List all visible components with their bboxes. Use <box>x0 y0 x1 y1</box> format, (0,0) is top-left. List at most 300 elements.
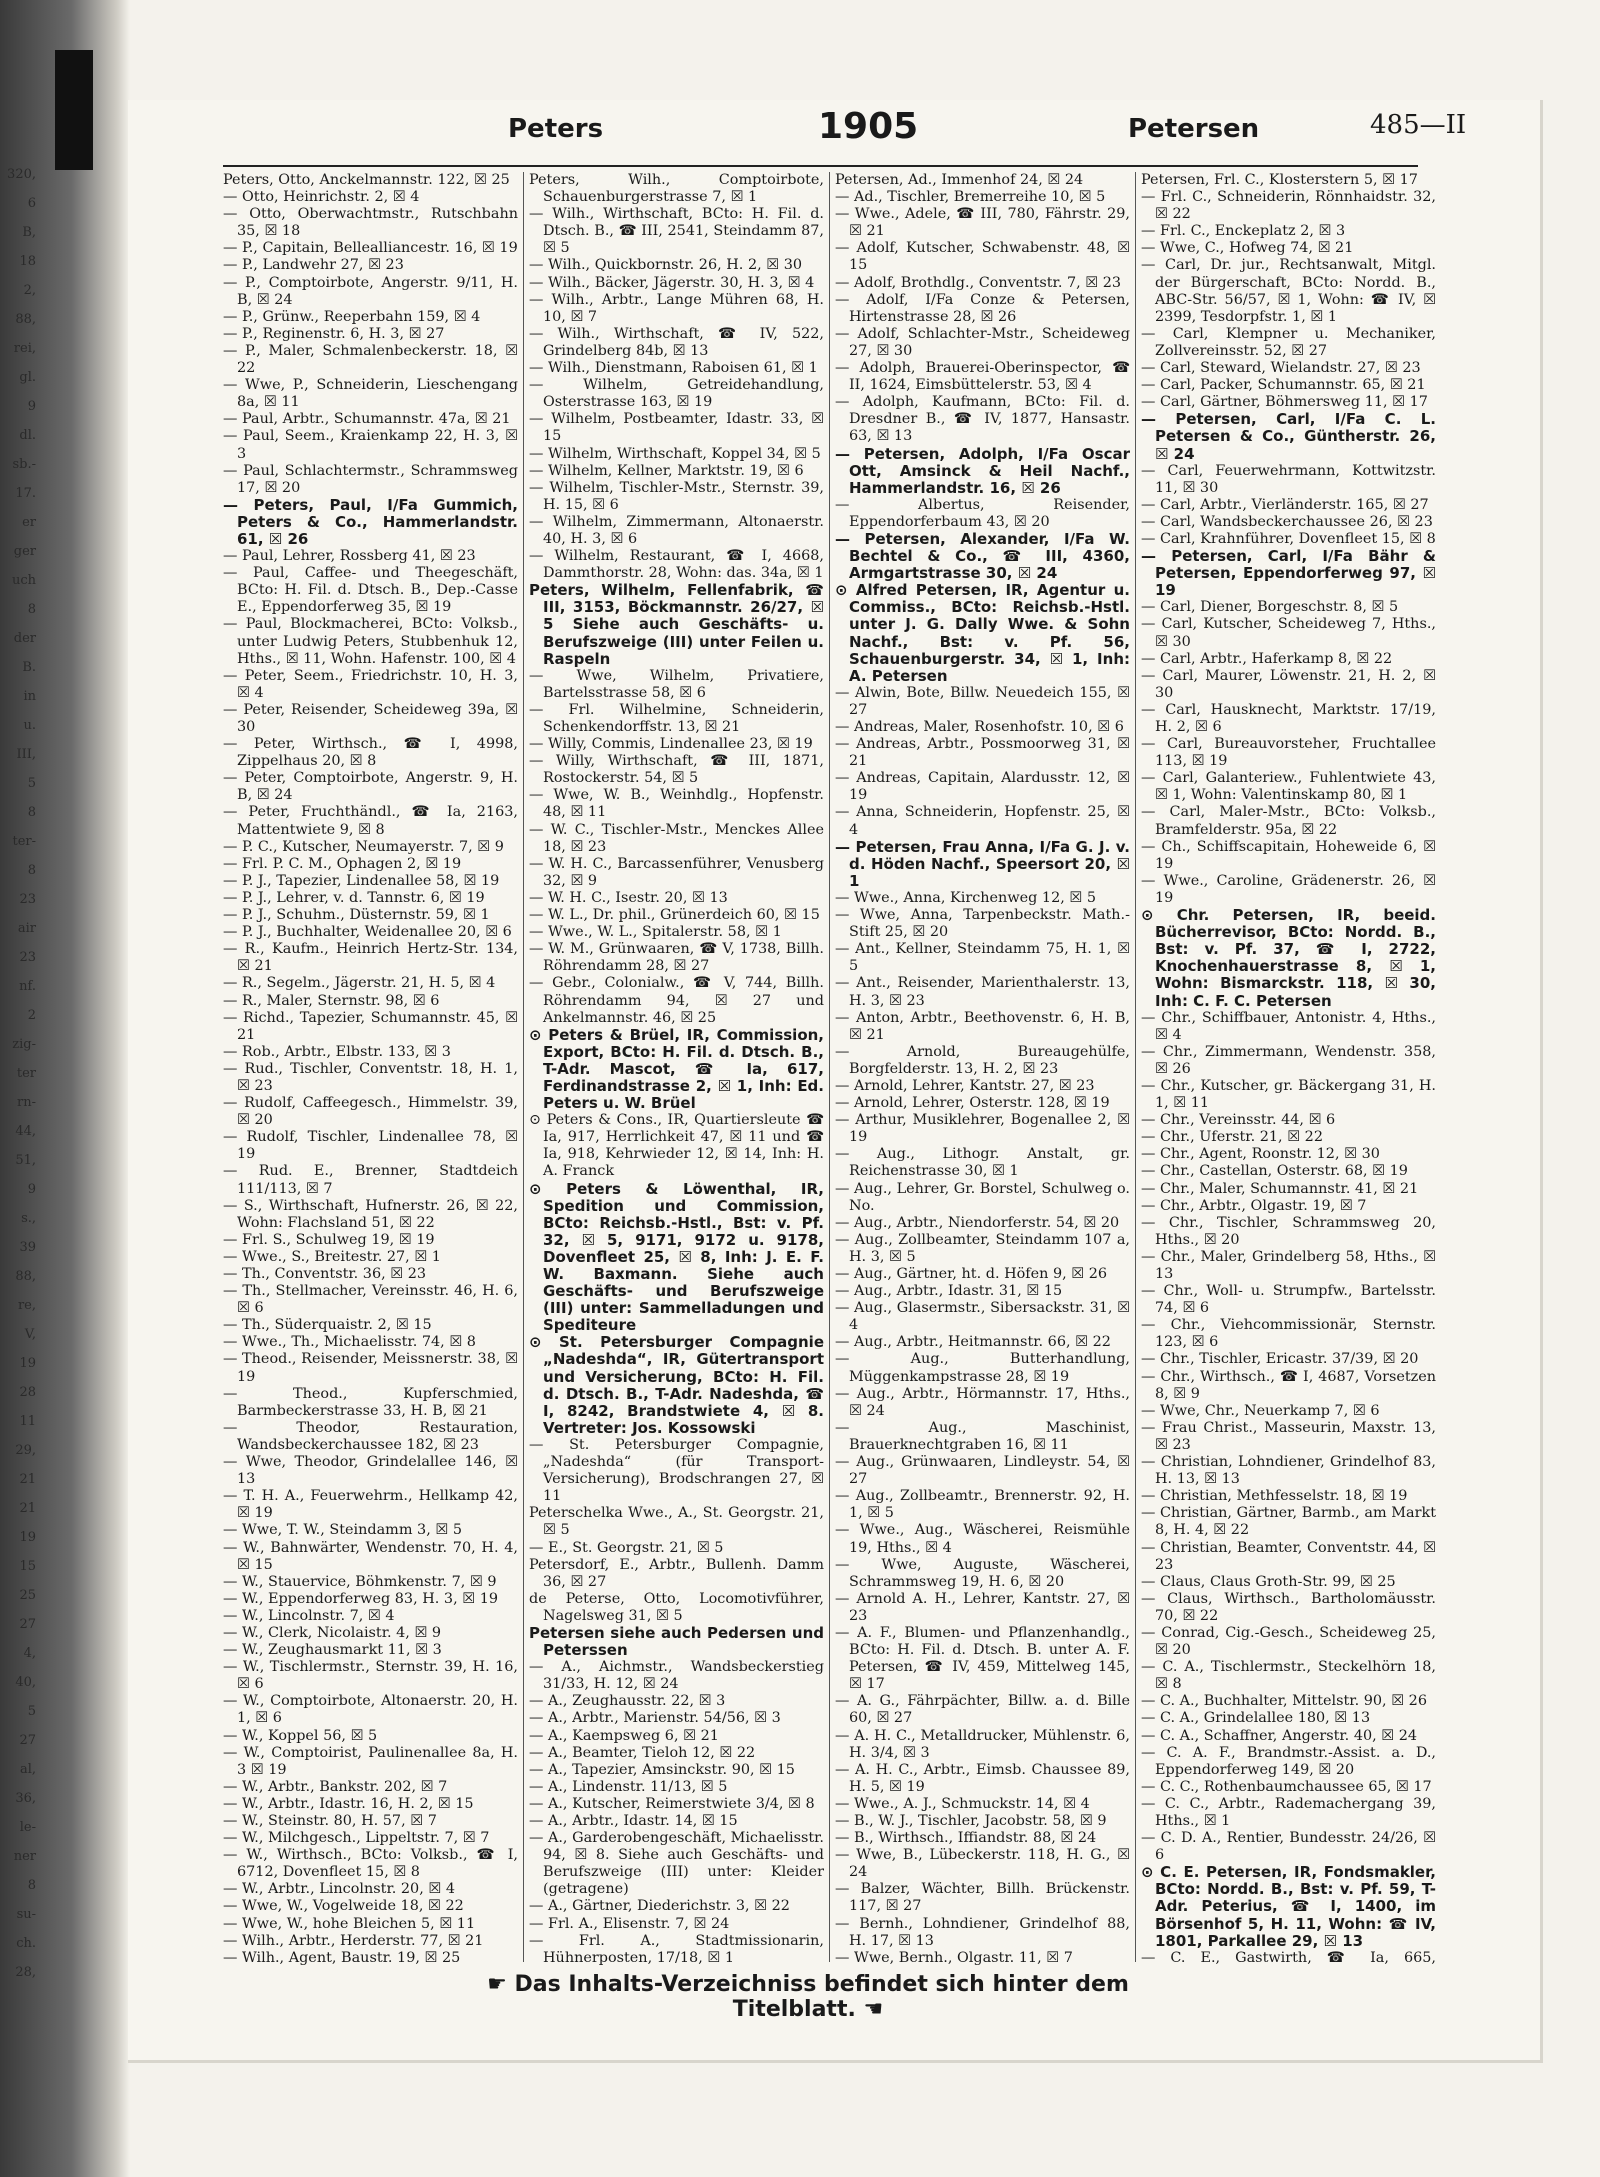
directory-entry: — C. A., Schaffner, Angerstr. 40, ☒ 24 <box>1141 1727 1418 1744</box>
directory-entry: — A. G., Fährpächter, Billw. a. d. Bille 60, ☒ 27 <box>835 1693 1130 1727</box>
directory-entry: — A., Tapezier, Amsinckstr. 90, ☒ 15 <box>529 1761 795 1778</box>
directory-entry: — Aug., Lehrer, Gr. Borstel, Schulweg o. No. <box>835 1180 1130 1214</box>
directory-entry: — Wwe, W. B., Weinhdlg., Hopfenstr. 48, ☒ 11 <box>529 787 824 821</box>
directory-entry: — Wilh., Arbtr., Herderstr. 77, ☒ 21 <box>223 1932 484 1949</box>
directory-entry: — Carl, Krahnführer, Dovenfleet 15, ☒ 8 <box>1141 530 1436 547</box>
directory-entry: — A., Arbtr., Idastr. 14, ☒ 15 <box>529 1813 738 1829</box>
directory-entry: — C. C., Rothenbaumchaussee 65, ☒ 17 <box>1141 1778 1432 1795</box>
prev-page-fragment: 8 <box>27 1878 36 1893</box>
directory-entry: — Wwe, Wilhelm, Privatiere, Bartelsstrasse 58, ☒ 6 <box>529 667 824 701</box>
directory-entry: — A., Beamter, Tieloh 12, ☒ 22 <box>529 1744 756 1761</box>
directory-entry: — Frau Christ., Masseurin, Maxstr. 13, ☒ 23 <box>1141 1419 1436 1453</box>
directory-entry: — Carl, Klempner u. Mechaniker, Zollvereinsstr. 52, ☒ 27 <box>1141 325 1436 359</box>
directory-entry: Petersen siehe auch Pedersen und Peterssen <box>529 1623 824 1660</box>
directory-entry: — Aug., Zollbeamter, Steindamm 107 a, H. 3, ☒ 5 <box>835 1231 1130 1265</box>
directory-entry: — Ant., Reisender, Marienthalerstr. 13, H. 3, ☒ 23 <box>835 975 1130 1009</box>
directory-entry: — A., Kaempsweg 6, ☒ 21 <box>529 1727 719 1744</box>
directory-entry: — A., Aichmstr., Wandsbeckerstieg 31/33, H. 12, ☒ 24 <box>529 1659 824 1693</box>
directory-entry: — W., Wirthsch., BCto: Volksb., ☎ I, 6712, Dovenfleet 15, ☒ 8 <box>223 1847 518 1881</box>
directory-entry: — Paul, Lehrer, Rossberg 41, ☒ 23 <box>223 548 476 565</box>
directory-entry: — Conrad, Cig.-Gesch., Scheideweg 25, ☒ 20 <box>1141 1624 1436 1659</box>
prev-page-fragment: V, <box>24 1327 36 1342</box>
directory-entry: — Otto, Oberwachtmstr., Rutschbahn 35, ☒ 18 <box>223 206 518 240</box>
directory-entry: — W. C., Tischler-Mstr., Menckes Allee 18, ☒ 23 <box>529 821 824 855</box>
directory-entry: — E., St. Georgstr. 21, ☒ 5 <box>529 1539 724 1556</box>
prev-page-fragment: rei, <box>13 341 36 356</box>
directory-entry: — Frl. A., Elisenstr. 7, ☒ 24 <box>529 1915 730 1932</box>
directory-entry: — A., Kutscher, Reimerstwiete 3/4, ☒ 8 <box>529 1795 815 1812</box>
directory-entry: — W., Koppel 56, ☒ 5 <box>223 1727 378 1744</box>
directory-entry: — R., Maler, Sternstr. 98, ☒ 6 <box>223 992 440 1009</box>
directory-entry: — Wwe, P., Schneiderin, Lieschengang 8a, ☒ 11 <box>223 377 518 411</box>
prev-page-fragment: B. <box>22 660 36 675</box>
directory-entry: — P. J., Lehrer, v. d. Tannstr. 6, ☒ 19 <box>223 889 485 906</box>
directory-entry: — Wwe., Aug., Wäscherei, Reismühle 19, Hths., ☒ 4 <box>835 1522 1130 1556</box>
directory-entry: — Chr., Kutscher, gr. Bäckergang 31, H. 1, ☒ 11 <box>1141 1077 1436 1112</box>
directory-entry: — Chr., Uferstr. 21, ☒ 22 <box>1141 1129 1323 1146</box>
directory-entry: — W., Comptoirbote, Altonaerstr. 20, H. 1, ☒ 6 <box>223 1693 518 1727</box>
directory-entry: — Adolf, Schlachter-Mstr., Scheideweg 27, ☒ 30 <box>835 325 1130 359</box>
directory-entry: — Wilhelm, Restaurant, ☎ I, 4668, Dammthorstr. 28, Wohn: das. 34a, ☒ 1 <box>529 548 824 582</box>
directory-entry: — A. H. C., Metalldrucker, Mühlenstr. 6, H. 3/4, ☒ 3 <box>835 1727 1130 1761</box>
directory-entry: — Th., Stellmacher, Vereinsstr. 46, H. 6, ☒ 6 <box>223 1283 518 1317</box>
directory-entry: — Wwe., Caroline, Grädenerstr. 26, ☒ 19 <box>1141 872 1436 906</box>
directory-entry: Peters, Otto, Anckelmannstr. 122, ☒ 25 <box>223 172 510 188</box>
directory-entry: — P., Comptoirbote, Angerstr. 9/11, H. B, ☒ 24 <box>223 274 518 308</box>
directory-entry: — Arnold A. H., Lehrer, Kantstr. 27, ☒ 23 <box>835 1590 1130 1624</box>
directory-entry: — Carl, Gärtner, Böhmersweg 11, ☒ 17 <box>1141 394 1428 411</box>
directory-entry: — Petersen, Carl, I/Fa C. L. Petersen & Co., Güntherstr. 26, ☒ 24 <box>1141 410 1436 463</box>
directory-entry: — W., Steinstr. 80, H. 57, ☒ 7 <box>223 1813 437 1829</box>
directory-entry: — Otto, Heinrichstr. 2, ☒ 4 <box>223 189 420 206</box>
directory-entry: — Wilhelm, Postbeamter, Idastr. 33, ☒ 15 <box>529 411 824 445</box>
directory-entry: ⊙ Chr. Petersen, IR, beeid. Bücherrevisor, BCto: Nordd. B., Bst: v. Pf. 37, ☎ I, 2722, Knochenhauerstrasse 8, ☒ 1, Wohn: Bismarckstr. 118, ☒ 30, Inh: C. F. C. Petersen <box>1141 906 1436 1010</box>
pointing-hand-icon: ☛ <box>487 1972 507 1997</box>
prev-page-fragment: 27 <box>19 1617 36 1632</box>
column-4 <box>1141 172 1436 1967</box>
directory-entry: — Carl, Maurer, Löwenstr. 21, H. 2, ☒ 30 <box>1141 667 1436 701</box>
prev-page-fragment: ch. <box>16 1936 36 1951</box>
prev-page-fragment: 28 <box>19 1385 36 1400</box>
directory-entry: — Arnold, Bureaugehülfe, Borgfelderstr. 13, H. 2, ☒ 23 <box>835 1043 1130 1077</box>
prev-page-fragment: 19 <box>19 1356 36 1371</box>
prev-page-fragment: sb.- <box>12 457 36 472</box>
prev-page-fragment: dl. <box>19 428 36 443</box>
prev-page-fragment: s., <box>21 1211 36 1226</box>
prev-page-fragment: 27 <box>19 1733 36 1748</box>
directory-entry: ⊙ C. E. Petersen, IR, Fondsmakler, BCto: Nordd. B., Bst: v. Pf. 59, T-Adr. Peterius, ☎ I, 1400, im Börsenhof 5, H. 11, Wohn: ☎ IV, 1801, Parkallee 29, ☒ 13 <box>1141 1863 1436 1950</box>
directory-entry: — Anton, Arbtr., Beethovenstr. 6, H. B, ☒ 21 <box>835 1009 1130 1043</box>
prev-page-fragment: III, <box>16 747 36 762</box>
directory-entry: — Chr., Zimmermann, Wendenstr. 358, ☒ 26 <box>1141 1043 1436 1077</box>
scan-black-block <box>55 50 93 170</box>
directory-entry: — Chr., Castellan, Osterstr. 68, ☒ 19 <box>1141 1163 1408 1180</box>
prev-page-fragment: air <box>17 921 36 936</box>
directory-entry: — Aug., Arbtr., Heitmannstr. 66, ☒ 22 <box>835 1334 1111 1351</box>
prev-page-fragment: ter <box>16 1066 36 1081</box>
directory-entry: ⊙ Peters & Cons., IR, Quartiersleute ☎ Ia, 917, Herrlichkeit 47, ☒ 11 und ☎ Ia, 918, Kehrwieder 12, ☒ 14, Inh: H. A. Franck <box>529 1112 824 1180</box>
directory-entry: — A., Lindenstr. 11/13, ☒ 5 <box>529 1778 728 1795</box>
directory-entry: — Petersen, Frau Anna, I/Fa G. J. v. d. Höden Nachf., Speersort 20, ☒ 1 <box>835 837 1130 890</box>
directory-entry: — W. M., Grünwaaren, ☎ V, 1738, Billh. Röhrendamm 28, ☒ 27 <box>529 941 824 975</box>
directory-entry: — Chr., Vereinsstr. 44, ☒ 6 <box>1141 1112 1336 1129</box>
directory-entry: — P., Grünw., Reeperbahn 159, ☒ 4 <box>223 308 481 325</box>
directory-entry: — Frl. A., Stadtmissionarin, Hühnerposten, 17/18, ☒ 1 <box>529 1932 824 1966</box>
directory-entry: — Chr., Schiffbauer, Antonistr. 4, Hths., ☒ 4 <box>1141 1009 1436 1043</box>
prev-page-fragment: B, <box>22 225 36 240</box>
directory-entry: — Adolf, Kutscher, Schwabenstr. 48, ☒ 15 <box>835 240 1130 274</box>
directory-entry: — Wilh., Dienstmann, Raboisen 61, ☒ 1 <box>529 360 818 377</box>
prev-page-fragment: 5 <box>27 776 36 791</box>
directory-entry: — Wilh., Arbtr., Lange Mühren 68, H. 10, ☒ 7 <box>529 291 824 325</box>
directory-entry: — P., Capitain, Bellealliancestr. 16, ☒ 19 <box>223 240 518 257</box>
directory-entry: — Carl, Dr. jur., Rechtsanwalt, Mitgl. der Bürgerschaft, BCto: Nordd. B., ABC-Str. 56/57, ☒ 1, Wohn: ☎ IV, ☒ 2399, Tesdorpfstr. 1, ☒ 1 <box>1141 257 1436 325</box>
directory-entry: — Rudolf, Tischler, Lindenallee 78, ☒ 19 <box>223 1129 518 1163</box>
directory-entry: — Wwe, C., Hofweg 74, ☒ 21 <box>1141 240 1354 257</box>
directory-entry: — Peters, Paul, I/Fa Gummich, Peters & Co., Hammerlandstr. 61, ☒ 26 <box>223 495 518 548</box>
directory-entry: — Wwe., S., Breitestr. 27, ☒ 1 <box>223 1248 441 1265</box>
prev-page-fragment: 19 <box>19 1530 36 1545</box>
directory-entry: — Th., Conventstr. 36, ☒ 23 <box>223 1266 427 1282</box>
directory-entry: — Chr., Agent, Roonstr. 12, ☒ 30 <box>1141 1146 1380 1163</box>
directory-entry: — W., Arbtr., Idastr. 16, H. 2, ☒ 15 <box>223 1795 474 1812</box>
directory-entry: — Rud., Tischler, Conventstr. 18, H. 1, ☒ 23 <box>223 1060 518 1094</box>
prev-page-fragment: er <box>22 515 36 530</box>
directory-entry: — Petersen, Carl, I/Fa Bähr & Petersen, Eppendorferweg 97, ☒ 19 <box>1141 547 1436 600</box>
directory-entry: Petersdorf, E., Arbtr., Bullenh. Damm 36, ☒ 27 <box>529 1556 824 1590</box>
prev-page-fragment: 88, <box>15 312 36 327</box>
directory-entry: — Aug., Lithogr. Anstalt, gr. Reichenstrasse 30, ☒ 1 <box>835 1146 1130 1180</box>
directory-entry: — Christian, Gärtner, Barmb., am Markt 8, H. 4, ☒ 22 <box>1141 1505 1436 1539</box>
directory-entry: — Arnold, Lehrer, Osterstr. 128, ☒ 19 <box>835 1095 1110 1112</box>
directory-entry: — Frl. C., Schneiderin, Rönnhaidstr. 32, ☒ 22 <box>1141 189 1436 223</box>
directory-entry: — Wwe, Anna, Tarpenbeckstr. Math.-Stift 25, ☒ 20 <box>835 907 1130 941</box>
directory-entry: — Carl, Steward, Wielandstr. 27, ☒ 23 <box>1141 360 1421 377</box>
directory-entry: — A., Gärtner, Diederichstr. 3, ☒ 22 <box>529 1898 790 1915</box>
directory-entry: — Th., Süderquaistr. 2, ☒ 15 <box>223 1317 432 1334</box>
directory-entry: — Aug., Zollbeamtr., Brennerstr. 92, H. 1, ☒ 5 <box>835 1488 1130 1522</box>
prev-page-fragment: 40, <box>15 1675 36 1690</box>
prev-page-fragment: 39 <box>19 1240 36 1255</box>
column-1 <box>223 172 518 1967</box>
directory-entry: — Chr., Viehcommissionär, Sternstr. 123, ☒ 6 <box>1141 1317 1436 1351</box>
prev-page-fragment: zig- <box>12 1037 36 1052</box>
directory-entry: — Wilhelm, Kellner, Marktstr. 19, ☒ 6 <box>529 462 804 479</box>
directory-entry: — W., Zeughausmarkt 11, ☒ 3 <box>223 1642 442 1659</box>
directory-entry: — Paul, Blockmacherei, BCto: Volksb., unter Ludwig Peters, Stubbenhuk 12, Hths., ☒ 11, Wohn. Hafenstr. 100, ☒ 4 <box>223 616 518 667</box>
directory-entry: — Paul, Schlachtermstr., Schrammsweg 17, ☒ 20 <box>223 462 518 496</box>
directory-entry: — B., W. J., Tischler, Jacobstr. 58, ☒ 9 <box>835 1813 1107 1829</box>
directory-entry: — Richd., Tapezier, Schumannstr. 45, ☒ 21 <box>223 1009 518 1043</box>
prev-page-fragment: 4, <box>23 1646 36 1661</box>
directory-entry: — P. J., Schuhm., Düsternstr. 59, ☒ 1 <box>223 907 490 924</box>
directory-entry: — W., Bahnwärter, Wendenstr. 70, H. 4, ☒ 15 <box>223 1539 518 1573</box>
prev-page-fragment: 2, <box>23 283 36 298</box>
directory-entry: — C. E., Gastwirth, ☎ Ia, 665, <box>1141 1949 1436 1966</box>
directory-entry: — Aug., Glasermstr., Sibersackstr. 31, ☒ 4 <box>835 1300 1130 1334</box>
directory-entry: — Ant., Kellner, Steindamm 75, H. 1, ☒ 5 <box>835 941 1130 975</box>
directory-entry: — W., Arbtr., Lincolnstr. 20, ☒ 4 <box>223 1881 455 1898</box>
directory-entry: — Wwe., A. J., Schmuckstr. 14, ☒ 4 <box>835 1795 1090 1812</box>
prev-page-fragment: 320, <box>7 167 36 182</box>
directory-entry: — Wilhelm, Getreidehandlung, Osterstrasse 163, ☒ 19 <box>529 377 824 411</box>
directory-entry: — Claus, Claus Groth-Str. 99, ☒ 25 <box>1141 1573 1396 1590</box>
directory-entry: — Christian, Lohndiener, Grindelhof 83, H. 13, ☒ 13 <box>1141 1454 1436 1488</box>
directory-entry: — W., Stauervice, Böhmkenstr. 7, ☒ 9 <box>223 1573 497 1590</box>
directory-entry: — Frl. Wilhelmine, Schneiderin, Schenkendorffstr. 13, ☒ 21 <box>529 701 824 735</box>
directory-entry: — Rob., Arbtr., Elbstr. 133, ☒ 3 <box>223 1043 451 1060</box>
directory-entry: — C. A., Grindelallee 180, ☒ 13 <box>1141 1710 1371 1727</box>
directory-entry: — St. Petersburger Compagnie, „Nadeshda“ (für Transport-Versicherung), Brodschrangen 27, ☒ 11 <box>529 1436 824 1505</box>
header-left-name: Peters <box>508 114 604 144</box>
prev-page-fragment: u. <box>23 718 36 733</box>
directory-entry: — Frl. C., Enckeplatz 2, ☒ 3 <box>1141 223 1346 240</box>
prev-page-fragment: 17. <box>15 486 36 501</box>
directory-entry: Petersen, Ad., Immenhof 24, ☒ 24 <box>835 172 1084 188</box>
directory-entry: — Balzer, Wächter, Billh. Brückenstr. 117, ☒ 27 <box>835 1881 1130 1915</box>
directory-entry: — Theod., Reisender, Meissnerstr. 38, ☒ 19 <box>223 1351 518 1385</box>
directory-page <box>128 100 1543 2063</box>
directory-entry: — Rudolf, Caffeegesch., Himmelstr. 39, ☒ 20 <box>223 1095 518 1129</box>
directory-entry: — Wwe, Chr., Neuerkamp 7, ☒ 6 <box>1141 1402 1380 1419</box>
directory-entry: — Wilh., Wirthschaft, BCto: H. Fil. d. Dtsch. B., ☎ III, 2541, Steindamm 87, ☒ 5 <box>529 206 824 257</box>
directory-entry: Peterschelka Wwe., A., St. Georgstr. 21, ☒ 5 <box>529 1505 824 1539</box>
directory-entry: — P. C., Kutscher, Neumayerstr. 7, ☒ 9 <box>223 838 504 855</box>
directory-entry: — T. H. A., Feuerwehrm., Hellkamp 42, ☒ 19 <box>223 1488 518 1522</box>
directory-entry: — W., Comptoirist, Paulinenallee 8a, H. 3 ☒ 19 <box>223 1744 518 1778</box>
directory-entry: — P. J., Buchhalter, Weidenallee 20, ☒ 6 <box>223 924 512 941</box>
prev-page-fragment: ter- <box>12 834 36 849</box>
directory-entry: — Wwe, Bernh., Olgastr. 11, ☒ 7 <box>835 1949 1073 1966</box>
footer-text: Das Inhalts-Verzeichniss befindet sich hinter dem Titelblatt. <box>514 1972 1129 2022</box>
prev-page-fragment: 8 <box>27 863 36 878</box>
prev-page-fragment: in <box>23 689 36 704</box>
directory-entry: — Carl, Kutscher, Scheideweg 7, Hths., ☒ 30 <box>1141 616 1436 650</box>
prev-page-fragment: al, <box>19 1762 36 1777</box>
directory-entry: — Carl, Bureauvorsteher, Fruchtallee 113, ☒ 19 <box>1141 736 1436 770</box>
pointing-hand-icon: ☚ <box>863 1997 884 2022</box>
directory-entry: — Adolph, Brauerei-Oberinspector, ☎ II, 1624, Eimsbüttelerstr. 53, ☒ 4 <box>835 360 1130 394</box>
directory-entry: — Aug., Arbtr., Hörmannstr. 17, Hths., ☒ 24 <box>835 1385 1130 1419</box>
directory-entry: — Wilhelm, Zimmermann, Altonaerstr. 40, H. 3, ☒ 6 <box>529 513 824 547</box>
directory-entry: — C. A., Buchhalter, Mittelstr. 90, ☒ 26 <box>1141 1693 1427 1710</box>
directory-entry: — Bernh., Lohndiener, Grindelhof 88, H. 17, ☒ 13 <box>835 1915 1130 1949</box>
column-3 <box>835 172 1130 1967</box>
directory-entry: — Carl, Diener, Borgeschstr. 8, ☒ 5 <box>1141 599 1399 616</box>
directory-entry: — W., Clerk, Nicolaistr. 4, ☒ 9 <box>223 1624 442 1641</box>
directory-entry: — Frl. P. C. M., Ophagen 2, ☒ 19 <box>223 855 462 872</box>
prev-page-fragment: re, <box>17 1298 36 1313</box>
prev-page-fragment: 28, <box>15 1965 36 1980</box>
directory-entry: — Ad., Tischler, Bremerreihe 10, ☒ 5 <box>835 189 1106 206</box>
page-header <box>128 100 1540 160</box>
previous-page-edge <box>0 160 36 2060</box>
directory-entry: — Carl, Maler-Mstr., BCto: Volksb., Bramfelderstr. 95a, ☒ 22 <box>1141 804 1436 838</box>
column-divider <box>1135 172 1136 1962</box>
directory-entry: — W., Lincolnstr. 7, ☒ 4 <box>223 1607 395 1624</box>
header-rule <box>223 165 1418 167</box>
directory-entry: — Carl, Feuerwehrmann, Kottwitzstr. 11, ☒ 30 <box>1141 462 1436 496</box>
directory-entry: — C. A. F., Brandmstr.-Assist. a. D., Eppendorferweg 149, ☒ 20 <box>1141 1744 1436 1778</box>
directory-entry: — Wwe, W., hohe Bleichen 5, ☒ 11 <box>223 1915 476 1932</box>
directory-entry: — Chr., Arbtr., Olgastr. 19, ☒ 7 <box>1141 1197 1367 1214</box>
directory-entry: — Chr., Tischler, Schrammsweg 20, Hths., ☒ 20 <box>1141 1214 1436 1248</box>
directory-entry: — Chr., Maler, Grindelberg 58, Hths., ☒ 13 <box>1141 1248 1436 1282</box>
directory-entry: — Alwin, Bote, Billw. Neuedeich 155, ☒ 27 <box>835 684 1130 718</box>
directory-entry: ⊙ Peters & Brüel, IR, Commission, Export, BCto: H. Fil. d. Dtsch. B., T-Adr. Mascot, ☎ Ia, 617, Ferdinandstrasse 2, ☒ 1, Inh: Ed. Peters u. W. Brüel <box>529 1025 824 1113</box>
directory-entry: — Wwe., Th., Michaelisstr. 74, ☒ 8 <box>223 1334 476 1351</box>
prev-page-fragment: 9 <box>27 399 36 414</box>
directory-entry: — Carl, Hausknecht, Marktstr. 17/19, H. 2, ☒ 6 <box>1141 701 1436 735</box>
column-2 <box>529 172 824 1967</box>
directory-entry: — W., Milchgesch., Lippeltstr. 7, ☒ 7 <box>223 1830 490 1847</box>
directory-entry: — Wwe, W., Vogelweide 18, ☒ 22 <box>223 1898 464 1915</box>
directory-entry: — R., Segelm., Jägerstr. 21, H. 5, ☒ 4 <box>223 975 496 992</box>
prev-page-fragment: 6 <box>27 196 36 211</box>
prev-page-fragment: nf. <box>19 979 36 994</box>
prev-page-fragment: 51, <box>15 1153 36 1168</box>
directory-entry: — Peter, Seem., Friedrichstr. 10, H. 3, ☒ 4 <box>223 667 518 701</box>
directory-entry: — A. F., Blumen- und Pflanzenhandlg., BCto: H. Fil. d. Dtsch. B. unter A. F. Petersen, ☎ IV, 459, Mittelweg 145, ☒ 17 <box>835 1624 1130 1693</box>
directory-entry: — Carl, Packer, Schumannstr. 65, ☒ 21 <box>1141 377 1426 394</box>
directory-entry: — Aug., Maschinist, Brauerknechtgraben 16, ☒ 11 <box>835 1419 1130 1453</box>
directory-entry: — Andreas, Maler, Rosenhofstr. 10, ☒ 6 <box>835 719 1124 735</box>
directory-entry: — Adolph, Kaufmann, BCto: Fil. d. Dresdner B., ☎ IV, 1877, Hansastr. 63, ☒ 13 <box>835 394 1130 445</box>
directory-entry: — P., Landwehr 27, ☒ 23 <box>223 257 404 274</box>
directory-entry: — Anna, Schneiderin, Hopfenstr. 25, ☒ 4 <box>835 804 1130 838</box>
directory-entry: — Albertus, Reisender, Eppendorferbaum 43, ☒ 20 <box>835 496 1130 530</box>
directory-entry: ⊙ Peters & Löwenthal, IR, Spedition und Commission, BCto: Reichsb.-Hstl., Bst: v. Pf. 32, ☒ 5, 9171, 9172 u. 9178, Dovenfleet 25, ☒ 8, Inh: J. E. F. W. Baxmann. Siehe auch Geschäfts- und Berufszweige (III) unter: Sammelladungen und Spediteure <box>529 1179 824 1335</box>
prev-page-fragment: 21 <box>19 1501 36 1516</box>
prev-page-fragment: 25 <box>19 1588 36 1603</box>
directory-entry: ⊙ Alfred Petersen, IR, Agentur u. Commiss., BCto: Reichsb.-Hstl. unter J. G. Dally Wwe. & Sohn Nachf., Bst: v. Pf. 56, Schauenburgerstr. 34, ☒ 1, Inh: A. Petersen <box>835 581 1130 685</box>
directory-entry: Petersen, Frl. C., Klosterstern 5, ☒ 17 <box>1141 172 1418 188</box>
directory-entry: — Wwe, B., Lübeckerstr. 118, H. G., ☒ 24 <box>835 1847 1130 1881</box>
directory-entry: — Wwe., Adele, ☎ III, 780, Fährstr. 29, ☒ 21 <box>835 206 1130 240</box>
directory-entry: — C. D. A., Rentier, Bundesstr. 24/26, ☒ 6 <box>1141 1830 1436 1864</box>
directory-entry: — W. L., Dr. phil., Grünerdeich 60, ☒ 15 <box>529 907 820 924</box>
directory-entry: — W. H. C., Barcassenführer, Venusberg 32, ☒ 9 <box>529 855 824 889</box>
prev-page-fragment: 88, <box>15 1269 36 1284</box>
directory-entry: — Adolf, I/Fa Conze & Petersen, Hirtenstrasse 28, ☒ 26 <box>835 291 1130 325</box>
prev-page-fragment: der <box>13 631 36 646</box>
directory-entry: — Wwe, Theodor, Grindelallee 146, ☒ 13 <box>223 1454 518 1488</box>
directory-entry: — Carl, Galanteriew., Fuhlentwiete 43, ☒ 1, Wohn: Valentinskamp 80, ☒ 1 <box>1141 770 1436 804</box>
directory-entry: — Willy, Wirthschaft, ☎ III, 1871, Rostockerstr. 54, ☒ 5 <box>529 753 824 787</box>
directory-entry: — Wilh., Bäcker, Jägerstr. 30, H. 3, ☒ 4 <box>529 274 815 291</box>
directory-entry: — Christian, Methfesselstr. 18, ☒ 19 <box>1141 1488 1408 1505</box>
directory-entry: Peters, Wilhelm, Fellenfabrik, ☎ III, 3153, Böckmannstr. 26/27, ☒ 5 Siehe auch Geschäfts- u. Berufszweige (III) unter Feilen u. Raspeln <box>529 581 824 668</box>
directory-entry: — A., Garderobengeschäft, Michaelisstr. 94, ☒ 8. Siehe auch Geschäfts- und Berufszweige (III) unter: Kleider (getragene) <box>529 1830 824 1898</box>
directory-entry: — Gebr., Colonialw., ☎ V, 744, Billh. Röhrendamm 94, ☒ 27 und Ankelmannstr. 46, ☒ 25 <box>529 975 824 1026</box>
directory-entry: ⊙ St. Petersburger Compagnie „Nadeshda“, IR, Gütertransport und Versicherung, BCto: H. Fil. d. Dtsch. B., T-Adr. Nadeshda, ☎ I, 8242, Brandstwiete 4, ☒ 8. Vertreter: Jos. Kossowski <box>529 1333 824 1437</box>
directory-entry: — Wwe, T. W., Steindamm 3, ☒ 5 <box>223 1522 462 1539</box>
directory-entry: — Wilh., Wirthschaft, ☎ IV, 522, Grindelberg 84b, ☒ 13 <box>529 325 824 359</box>
directory-entry: Peters, Wilh., Comptoirbote, Schauenburgerstrasse 7, ☒ 1 <box>529 172 824 206</box>
prev-page-fragment: 18 <box>19 254 36 269</box>
prev-page-fragment: 21 <box>19 1472 36 1487</box>
directory-entry: — Peter, Wirthsch., ☎ I, 4998, Zippelhaus 20, ☒ 8 <box>223 736 518 770</box>
directory-entry: — Rud. E., Brenner, Stadtdeich 111/113, ☒ 7 <box>223 1163 518 1197</box>
directory-entry: — Aug., Arbtr., Idastr. 31, ☒ 15 <box>835 1283 1063 1300</box>
directory-entry: — Arnold, Lehrer, Kantstr. 27, ☒ 23 <box>835 1077 1095 1094</box>
directory-entry: — Ch., Schiffscapitain, Hoheweide 6, ☒ 19 <box>1141 838 1436 872</box>
directory-entry: — Chr., Maler, Schumannstr. 41, ☒ 21 <box>1141 1180 1419 1197</box>
directory-entry: — Chr., Woll- u. Strumpfw., Bartelsstr. 74, ☒ 6 <box>1141 1283 1436 1317</box>
prev-page-fragment: 5 <box>27 1704 36 1719</box>
directory-entry: — Frl. S., Schulweg 19, ☒ 19 <box>223 1231 435 1248</box>
prev-page-fragment: ner <box>13 1849 36 1864</box>
prev-page-fragment: 29, <box>15 1443 36 1458</box>
prev-page-fragment: 8 <box>27 805 36 820</box>
directory-entry: — Andreas, Arbtr., Possmoorweg 31, ☒ 21 <box>835 736 1130 770</box>
directory-entry: — P., Maler, Schmalenbeckerstr. 18, ☒ 22 <box>223 342 518 377</box>
directory-entry: — B., Wirthsch., Iffiandstr. 88, ☒ 24 <box>835 1830 1097 1847</box>
directory-entry: — S., Wirthschaft, Hufnerstr. 26, ☒ 22, Wohn: Flachsland 51, ☒ 22 <box>223 1197 518 1231</box>
prev-page-fragment: 2 <box>27 1008 36 1023</box>
prev-page-fragment: 36, <box>15 1791 36 1806</box>
prev-page-fragment: 15 <box>19 1559 36 1574</box>
directory-entry: — Peter, Fruchthändl., ☎ Ia, 2163, Mattentwiete 9, ☒ 8 <box>223 804 518 838</box>
header-right-name: Petersen <box>1128 114 1260 144</box>
directory-entry: — Willy, Commis, Lindenallee 23, ☒ 19 <box>529 736 813 753</box>
directory-entry: — Wwe., Anna, Kirchenweg 12, ☒ 5 <box>835 889 1097 906</box>
directory-entry: — W. H. C., Isestr. 20, ☒ 13 <box>529 889 728 906</box>
directory-entry: — Chr., Tischler, Ericastr. 37/39, ☒ 20 <box>1141 1351 1419 1368</box>
directory-entry: — R., Kaufm., Heinrich Hertz-Str. 134, ☒ 21 <box>223 941 518 975</box>
directory-entry: — Wwe., W. L., Spitalerstr. 58, ☒ 1 <box>529 924 782 941</box>
directory-entry: — Andreas, Capitain, Alardusstr. 12, ☒ 19 <box>835 770 1130 804</box>
page-footer-note <box>458 1972 1158 2022</box>
directory-entry: — Arthur, Musiklehrer, Bogenallee 2, ☒ 19 <box>835 1112 1130 1146</box>
directory-entry: — Carl, Wandsbeckerchaussee 26, ☒ 23 <box>1141 513 1433 530</box>
prev-page-fragment: 23 <box>19 950 36 965</box>
directory-entry: — Peter, Reisender, Scheideweg 39a, ☒ 30 <box>223 701 518 735</box>
directory-entry: — P., Reginenstr. 6, H. 3, ☒ 27 <box>223 325 445 342</box>
header-year: 1905 <box>818 106 919 147</box>
directory-entry: — Christian, Beamter, Conventstr. 44, ☒ 23 <box>1141 1539 1436 1573</box>
directory-entry: — Carl, Arbtr., Haferkamp 8, ☒ 22 <box>1141 650 1393 667</box>
directory-entry: — A. H. C., Arbtr., Eimsb. Chaussee 89, H. 5, ☒ 19 <box>835 1761 1130 1795</box>
directory-entry: — Wilhelm, Tischler-Mstr., Sternstr. 39, H. 15, ☒ 6 <box>529 479 824 513</box>
directory-entry: — Chr., Wirthsch., ☎ I, 4687, Vorsetzen 8, ☒ 9 <box>1141 1368 1436 1402</box>
directory-entry: — Wilh., Quickbornstr. 26, H. 2, ☒ 30 <box>529 257 803 274</box>
directory-entry: de Peterse, Otto, Locomotivführer, Nagelsweg 31, ☒ 5 <box>529 1590 824 1624</box>
prev-page-fragment: 23 <box>19 892 36 907</box>
directory-entry: — C. C., Arbtr., Rademachergang 39, Hths., ☒ 1 <box>1141 1795 1436 1829</box>
prev-page-fragment: 11 <box>19 1414 36 1429</box>
directory-entry: — Wilhelm, Wirthschaft, Koppel 34, ☒ 5 <box>529 445 821 462</box>
prev-page-fragment: su- <box>16 1907 36 1922</box>
directory-entry: — Petersen, Alexander, I/Fa W. Bechtel & Co., ☎ III, 4360, Armgartstrasse 30, ☒ 24 <box>835 529 1130 583</box>
directory-entry: — P. J., Tapezier, Lindenallee 58, ☒ 19 <box>223 872 500 889</box>
directory-entry: — Aug., Arbtr., Niendorferstr. 54, ☒ 20 <box>835 1214 1120 1231</box>
directory-entry: — Carl, Arbtr., Vierländerstr. 165, ☒ 27 <box>1141 496 1429 513</box>
prev-page-fragment: ger <box>13 544 36 559</box>
prev-page-fragment: le- <box>19 1820 36 1835</box>
directory-entry: — Aug., Butterhandlung, Müggenkampstrasse 28, ☒ 19 <box>835 1351 1130 1385</box>
column-divider <box>829 172 830 1962</box>
directory-entry: — A., Arbtr., Marienstr. 54/56, ☒ 3 <box>529 1710 781 1727</box>
prev-page-fragment: gl. <box>19 370 36 385</box>
directory-entry: — Theodor, Restauration, Wandsbeckerchaussee 182, ☒ 23 <box>223 1419 518 1453</box>
directory-entry: — Paul, Caffee- und Theegeschäft, BCto: H. Fil. d. Dtsch. B., Dep.-Casse E., Eppendorferweg 35, ☒ 19 <box>223 565 518 616</box>
prev-page-fragment: rn- <box>17 1095 36 1110</box>
directory-entry: — Wwe, Auguste, Wäscherei, Schrammsweg 19, H. 6, ☒ 20 <box>835 1556 1130 1590</box>
directory-entry: — Petersen, Adolph, I/Fa Oscar Ott, Amsinck & Heil Nachf., Hammerlandstr. 16, ☒ 26 <box>835 444 1130 497</box>
prev-page-fragment: 8 <box>27 602 36 617</box>
column-divider <box>523 172 524 1962</box>
